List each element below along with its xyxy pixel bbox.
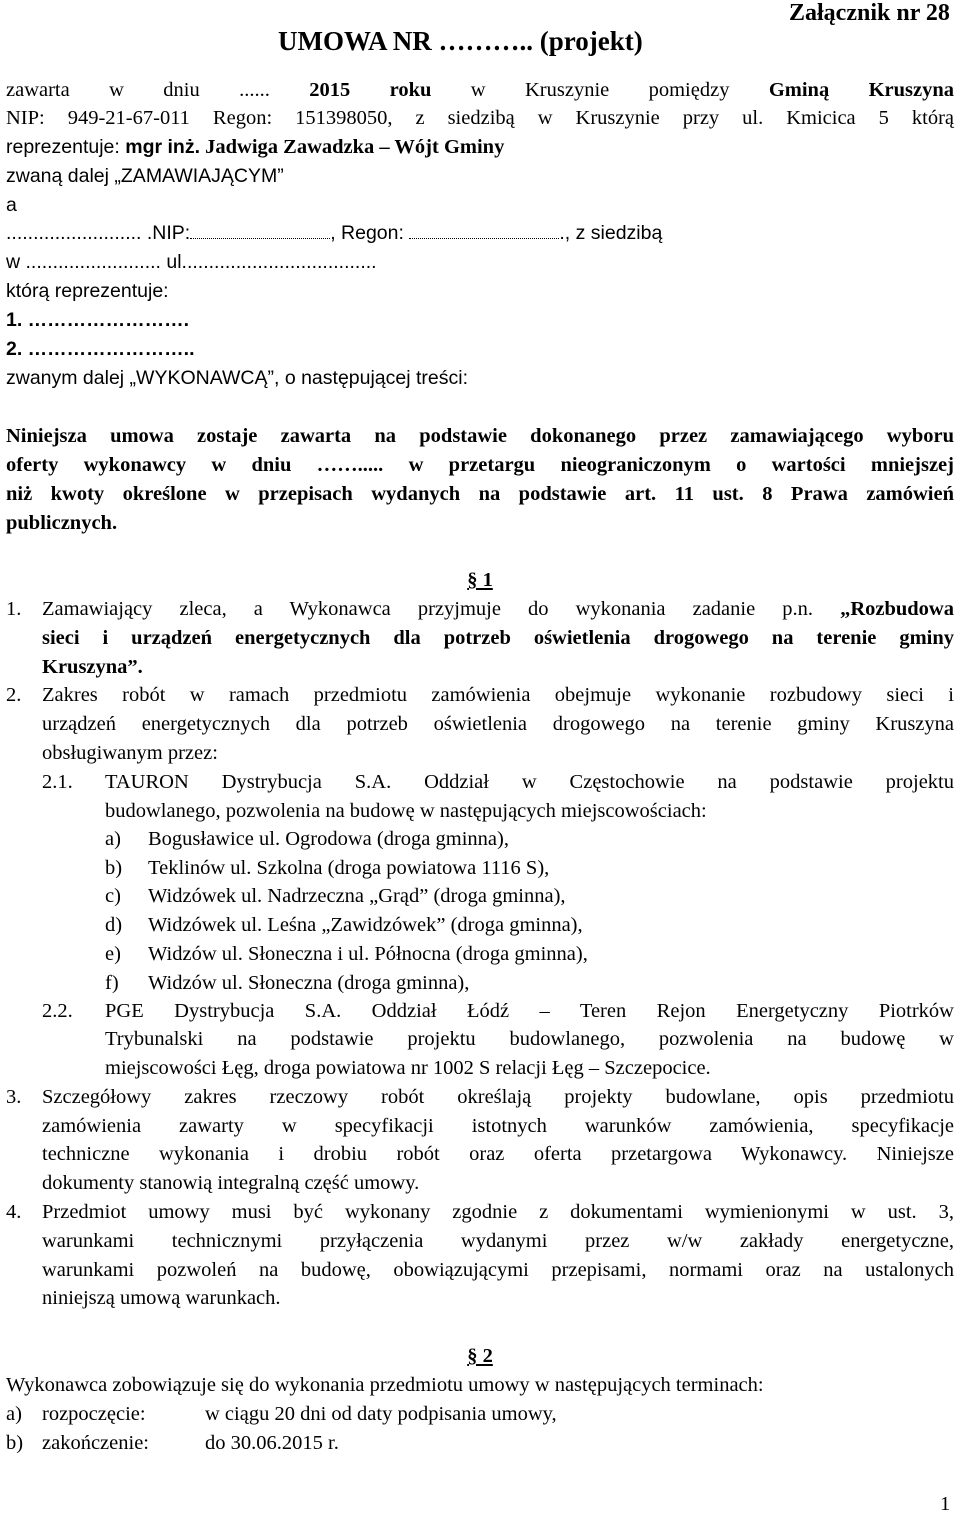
parties-line-3: reprezentuje: mgr inż. Jadwiga Zawadzka – Wójt Gminy	[6, 136, 505, 158]
parties-line-10: 2. ……………………..	[6, 338, 195, 360]
parties-line-5: a	[6, 194, 17, 216]
s2-b-value: do 30.06.2015 r.	[205, 1432, 339, 1454]
location-item: Widzówek ul. Nadrzeczna „Grąd” (droga gminna),	[148, 885, 566, 908]
s1-p3-line-4: dokumenty stanowią integralną część umowy.	[42, 1172, 420, 1194]
location-item-key: f)	[105, 971, 119, 994]
section-1-heading: § 1	[467, 569, 493, 591]
location-item-key: d)	[105, 914, 123, 937]
s2-a-label: rozpoczęcie:	[42, 1403, 146, 1425]
s1-p21-number: 2.1.	[42, 771, 73, 793]
preamble-line-4: publicznych.	[6, 512, 118, 534]
s2-a-value: w ciągu 20 dni od daty podpisania umowy,	[205, 1403, 557, 1425]
location-item-key: a)	[105, 828, 121, 850]
location-item-key: b)	[105, 856, 123, 879]
s1-p22-number: 2.2.	[42, 1000, 73, 1022]
page-number: 1	[940, 1493, 951, 1515]
annex-label: Załącznik nr 28	[789, 0, 950, 26]
location-item-key: c)	[105, 885, 121, 908]
location-item: Bogusławice ul. Ogrodowa (droga gminna),	[148, 828, 509, 850]
location-item: Teklinów ul. Szkolna (droga powiatowa 1116 S),	[148, 856, 550, 879]
parties-line-7: w ......................... ul....................................	[6, 251, 377, 273]
parties-line-6: ......................... .NIP: , Regon: ., z siedzibą	[6, 222, 663, 244]
parties-line-8: którą reprezentuje:	[6, 280, 169, 302]
s2-b-label: zakończenie:	[42, 1432, 149, 1454]
s1-p2-number: 2.	[6, 684, 22, 706]
s2-a-key: a)	[6, 1403, 22, 1425]
parties-line-11: zwanym dalej „WYKONAWCĄ”, o następującej treści:	[6, 367, 469, 389]
s1-p22-line-3: miejscowości Łęg, droga powiatowa nr 1002 S relacji Łęg – Szczepocice.	[105, 1057, 711, 1079]
location-item: Widzów ul. Słoneczna (droga gminna),	[148, 971, 470, 994]
s1-p4-line-4: niniejszą umową warunkach.	[42, 1287, 281, 1309]
s1-p21-line-2: budowlanego, pozwolenia na budowę w następujących miejscowościach:	[105, 800, 707, 822]
s1-p3-number: 3.	[6, 1086, 22, 1108]
s1-p2-line-3: obsługiwanym przez:	[42, 742, 218, 764]
contract-title: UMOWA NR ……….. (projekt)	[278, 26, 643, 56]
s2-line-1: Wykonawca zobowiązuje się do wykonania przedmiotu umowy w następujących terminach:	[6, 1374, 764, 1396]
location-item: Widzówek ul. Leśna „Zawidzówek” (droga gminna),	[148, 914, 583, 937]
location-item: Widzów ul. Słoneczna i ul. Północna (droga gminna),	[148, 942, 588, 965]
parties-line-9: 1. …………………….	[6, 309, 190, 331]
s1-p4-number: 4.	[6, 1201, 22, 1223]
parties-line-4: zwaną dalej „ZAMAWIAJĄCYM”	[6, 165, 284, 187]
location-item-key: e)	[105, 942, 121, 965]
s1-p1-line-3: Kruszyna”.	[42, 656, 143, 678]
section-2-heading: § 2	[467, 1345, 493, 1367]
s1-p1-number: 1.	[6, 598, 22, 620]
s2-b-key: b)	[6, 1432, 24, 1454]
